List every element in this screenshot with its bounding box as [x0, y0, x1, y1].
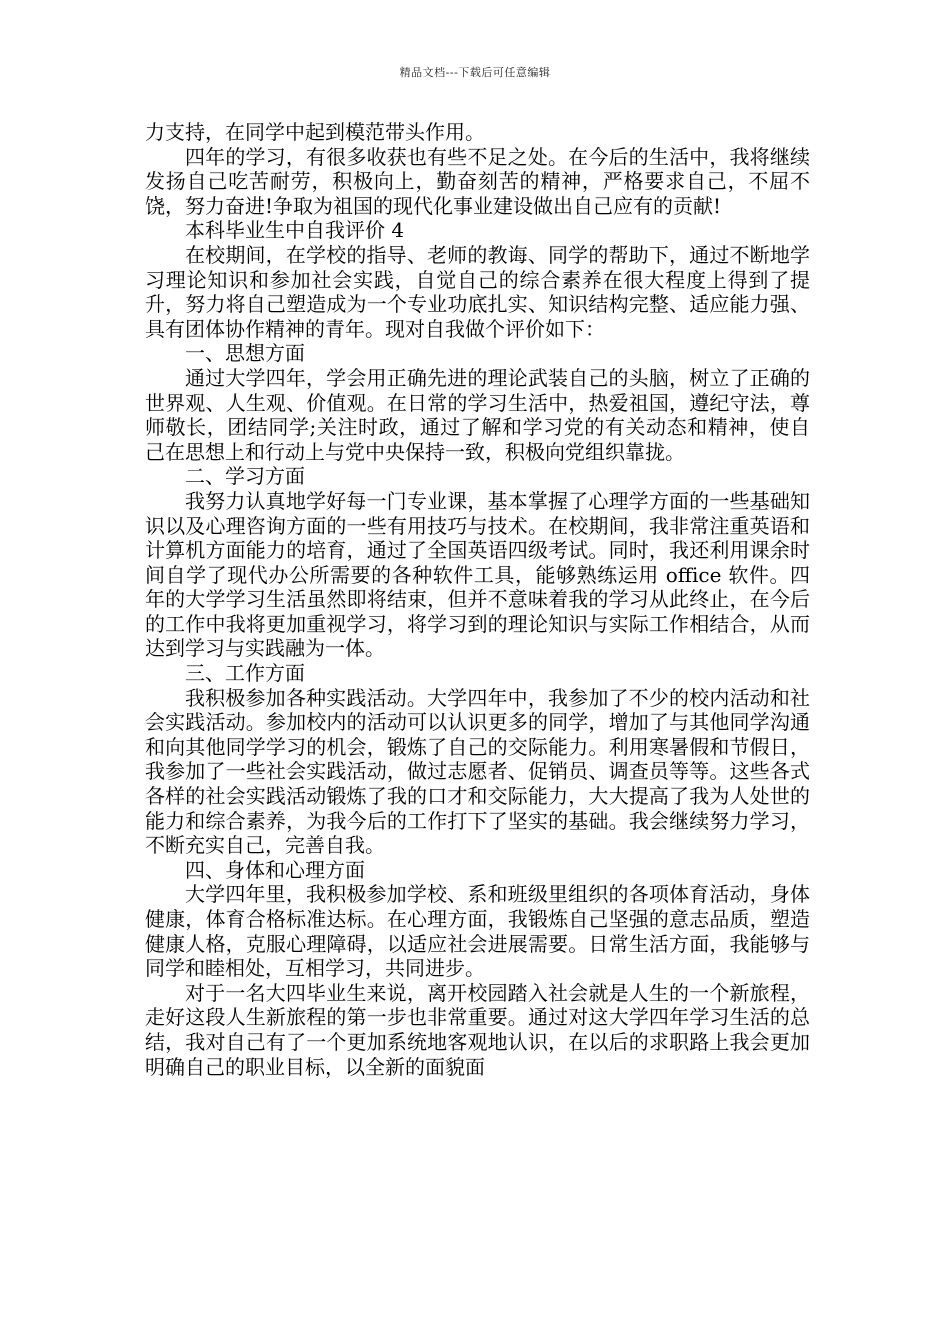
paragraph: 大学四年里，我积极参加学校、系和班级里组织的各项体育活动，身体健康，体育合格标准达标。在心理方面，我锻炼自己坚强的意志品质，塑造健康人格，克服心理障碍，以适应社会进展需要。日常生活方面，我能够与同学和睦相处，互相学习，共同进步。 — [145, 882, 810, 981]
paragraph: 通过大学四年，学会用正确先进的理论武装自己的头脑，树立了正确的世界观、人生观、价值观。在日常的学习生活中，热爱祖国，遵纪守法，尊师敬长，团结同学;关注时政，通过了解和学习党的有关动态和精神，使自己在思想上和行动上与党中央保持一致，积极向党组织靠拢。 — [145, 365, 810, 464]
section-heading: 三、工作方面 — [185, 661, 305, 686]
section-heading: 一、思想方面 — [185, 341, 305, 366]
paragraph: 在校期间，在学校的指导、老师的教诲、同学的帮助下，通过不断地学习理论知识和参加社会实践，自觉自己的综合素养在很大程度上得到了提升，努力将自己塑造成为一个专业功底扎实、知识结构完整、适应能力强、具有团体协作精神的青年。现对自我做个评价如下： — [145, 242, 810, 341]
section-heading: 二、学习方面 — [185, 464, 305, 489]
paragraph: 我积极参加各种实践活动。大学四年中，我参加了不少的校内活动和社会实践活动。参加校内的活动可以认识更多的同学，增加了与其他同学沟通和向其他同学学习的机会，锻炼了自己的交际能力。利用寒暑假和节假日，我参加了一些社会实践活动，做过志愿者、促销员、调查员等等。这些各式各样的社会实践活动锻炼了我的口才和交际能力，大大提高了我为人处世的能力和综合素养，为我今后的工作打下了坚实的基础。我会继续努力学习，不断充实自己，完善自我。 — [145, 685, 810, 858]
section-title: 本科毕业生中自我评价 4 — [185, 218, 405, 243]
paragraph: 我努力认真地学好每一门专业课，基本掌握了心理学方面的一些基础知识以及心理咨询方面的一些有用技巧与技术。在校期间，我非常注重英语和计算机方面能力的培育，通过了全国英语四级考试。同时，我还利用课余时间自学了现代办公所需要的各种软件工具，能够熟练运用 office 软件。四年的大学学习生活虽然即将结束，但并不意味着我的学习从此终止，在今后的工作中我将更加重视学习，将学习到的理论知识与实际工作相结合，从而达到学习与实践融为一体。 — [145, 488, 810, 661]
paragraph: 力支持，在同学中起到模范带头作用。 — [145, 120, 485, 144]
page-header: 精品文档---下载后可任意编辑 — [399, 66, 551, 79]
document-body — [145, 120, 810, 1079]
paragraph: 四年的学习，有很多收获也有些不足之处。在今后的生活中，我将继续发扬自己吃苦耐劳，积极向上，勤奋刻苦的精神，严格要求自己，不屈不饶，努力奋进!争取为祖国的现代化事业建设做出自己应有的贡献! — [145, 144, 810, 218]
paragraph: 对于一名大四毕业生来说，离开校园踏入社会就是人生的一个新旅程，走好这段人生新旅程的第一步也非常重要。通过对这大学四年学习生活的总结，我对自己有了一个更加系统地客观地认识，在以后的求职路上我会更加明确自己的职业目标，以全新的面貌面 — [145, 980, 810, 1079]
section-heading: 四、身体和心理方面 — [185, 857, 365, 882]
